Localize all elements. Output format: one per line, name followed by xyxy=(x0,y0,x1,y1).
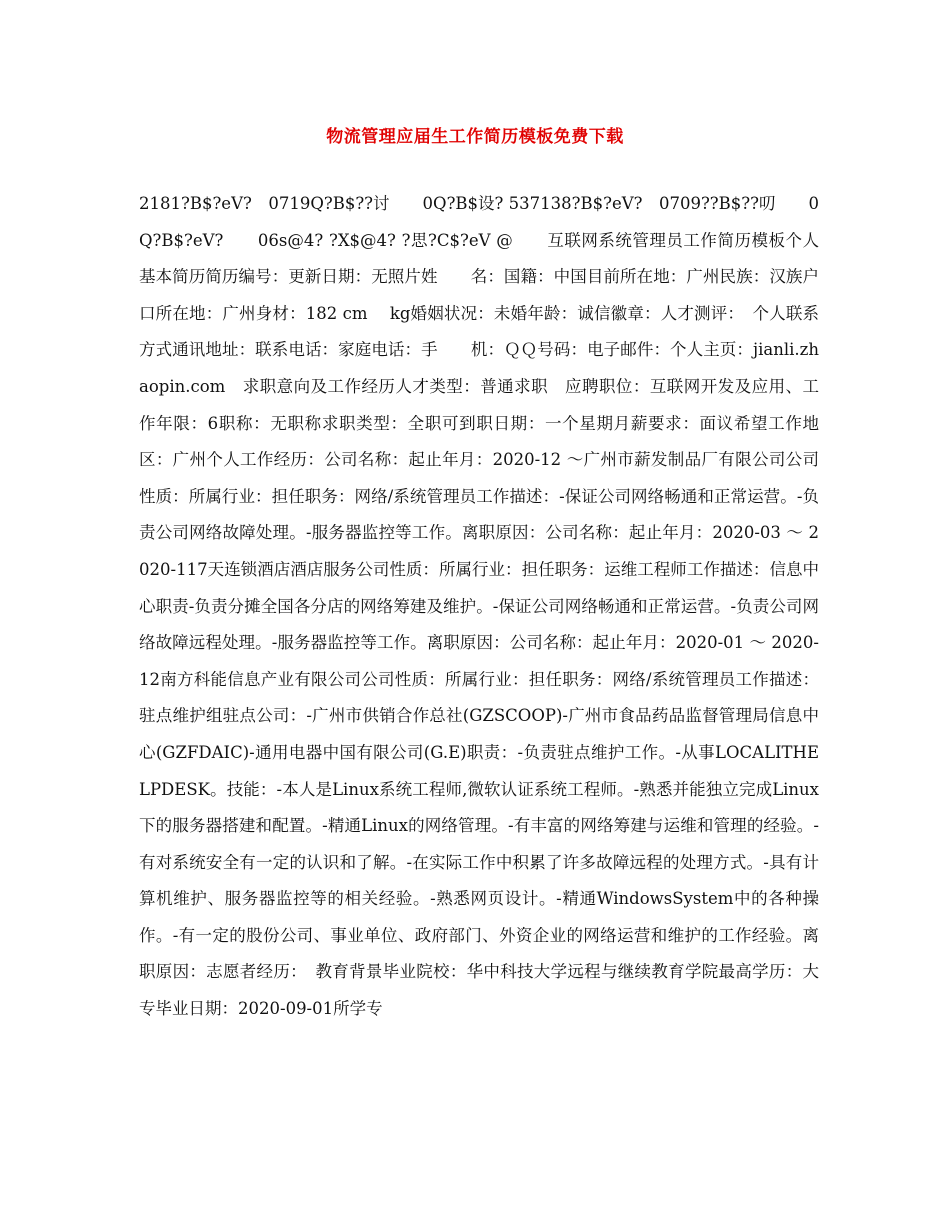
document-title: 物流管理应届生工作简历模板免费下载 xyxy=(326,127,624,147)
document-body-paragraph: 2181?B$?eV? 0719Q?B$??讨 0Q?B$设? 537138?B$?eV? 0709??B$??叨 0Q?B$?eV? 06s@4? ?X$@4? ?思?C$?eV @ 互联网系统管理员工作简历模板个人基本简历简历编号：更新日期：无照片姓 名：国籍：中国目前所在地：广州民族：汉族户口所在地：广州身材：182 cm kg婚姻状况：未婚年龄：诚信徽章：人才测评： 个人联系方式通讯地址：联系电话：家庭电话：手 机：ＱＱ号码：电子邮件：个人主页：jianli.zhaopin.com 求职意向及工作经历人才类型：普通求职 应聘职位：互联网开发及应用、工作年限：6职称：无职称求职类型：全职可到职日期：一个星期月薪要求：面议希望工作地区：广州个人工作经历：公司名称：起止年月：2020-12 ～广州市薪发制品厂有限公司公司性质：所属行业：担任职务：网络/系统管理员工作描述：-保证公司网络畅通和正常运营。-负责公司网络故障处理。-服务器监控等工作。离职原因：公司名称：起止年月：2020-03 ～ 2020-117天连锁酒店酒店服务公司性质：所属行业：担任职务：运维工程师工作描述：信息中心职责-负责分摊全国各分店的网络筹建及维护。-保证公司网络畅通和正常运营。-负责公司网络故障远程处理。-服务器监控等工作。离职原因：公司名称：起止年月：2020-01 ～ 2020-12南方科能信息产业有限公司公司性质：所属行业：担任职务：网络/系统管理员工作描述：驻点维护组驻点公司：-广州市供销合作总社(GZSCOOP)-广州市食品药品监督管理局信息中心(GZFDAIC)-通用电器中国有限公司(G.E)职责：-负责驻点维护工作。-从事LOCALITHELPDESK。技能：-本人是Linux系统工程师,微软认证系统工程师。-熟悉并能独立完成Linux下的服务器搭建和配置。-精通Linux的网络管理。-有丰富的网络筹建与运维和管理的经验。-有对系统安全有一定的认识和了解。-在实际工作中积累了许多故障远程的处理方式。-具有计算机维护、服务器监控等的相关经验。-熟悉网页设计。-精通WindowsSystem中的各种操作。-有一定的股份公司、事业单位、政府部门、外资企业的网络运营和维护的工作经验。离职原因：志愿者经历： 教育背景毕业院校：华中科技大学远程与继续教育学院最高学历：大专毕业日期：2020-09-01所学专 xyxy=(139,194,819,1019)
